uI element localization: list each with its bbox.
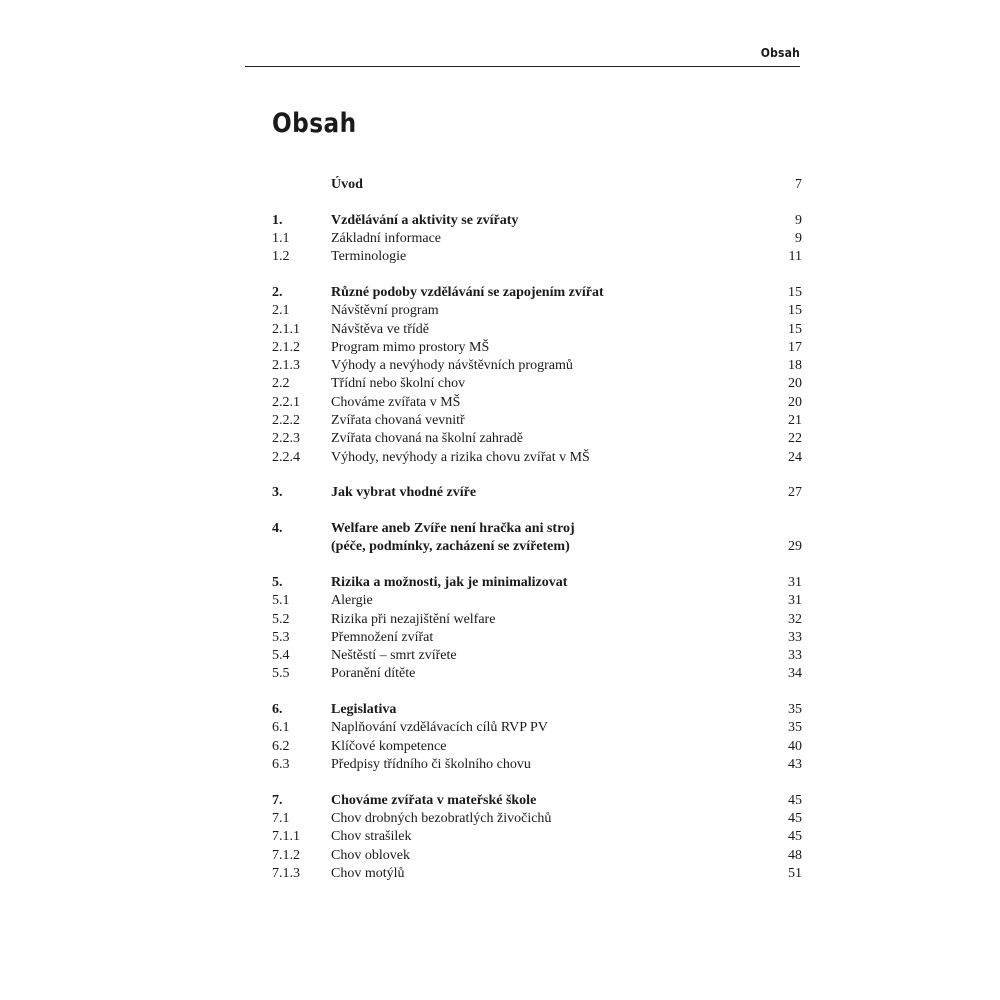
toc-entry-chapter-3 (272, 484, 802, 502)
toc-entry-number: 5. (272, 575, 283, 590)
toc-entry-page: 11 (788, 249, 802, 265)
toc-entry-title: Jak vybrat vhodné zvíře (331, 485, 477, 501)
toc-entry-number: 7.1 (272, 811, 290, 827)
toc-entry-page: 21 (788, 413, 802, 429)
toc-entry-title: Předpisy třídního či školního chovu (331, 757, 531, 773)
toc-entry (272, 611, 802, 629)
toc-entry-title: Návštěva ve třídě (331, 321, 429, 337)
toc-entry-number: 5.5 (272, 666, 290, 682)
page-title: Obsah (272, 108, 357, 139)
toc-entry (272, 629, 802, 647)
toc-entry-title: Poranění dítěte (331, 666, 416, 682)
toc-entry-number: 6.1 (272, 720, 290, 736)
toc-entry-title: Různé podoby vzdělávání se zapojením zvířat (331, 284, 604, 300)
toc-entry-chapter-4-continued (272, 538, 802, 556)
toc-entry-number: 2.1.3 (272, 358, 300, 374)
toc-entry (272, 847, 802, 865)
toc-entry-page: 15 (788, 303, 802, 319)
toc-entry-page: 40 (788, 738, 802, 754)
toc-entry (272, 828, 802, 846)
toc-entry-page: 34 (788, 666, 802, 682)
toc-entry (272, 647, 802, 665)
toc-entry-number: 4. (272, 521, 283, 537)
toc-entry-chapter-1 (272, 212, 802, 230)
toc-entry-number: 2.2.3 (272, 431, 300, 447)
toc-entry-title: Welfare aneb Zvíře není hračka ani stroj (331, 521, 575, 537)
toc-entry (272, 394, 802, 412)
running-header (245, 44, 800, 67)
toc-entry-page: 43 (788, 757, 802, 773)
toc-entry-title: Výhody a nevýhody návštěvních programů (331, 358, 573, 374)
toc-entry-title: Vzdělávání a aktivity se zvířaty (331, 212, 519, 228)
toc-entry-number: 2.2.4 (272, 449, 300, 465)
toc-entry-page: 51 (788, 865, 802, 881)
toc-entry-uvod (272, 176, 802, 194)
toc-entry-title: Zvířata chovaná vevnitř (331, 413, 465, 429)
toc-entry (272, 592, 802, 610)
toc-entry-page: 45 (788, 792, 802, 808)
toc-entry (272, 719, 802, 737)
toc-entry-number: 2.2.1 (272, 394, 300, 410)
toc-entry-title: Alergie (331, 593, 373, 609)
toc-entry-number: 1.2 (272, 249, 290, 265)
toc-entry (272, 375, 802, 393)
toc-entry-title: Chováme zvířata v MŠ (331, 394, 461, 410)
toc-entry-page: 33 (788, 648, 802, 664)
toc-entry-page: 33 (788, 629, 802, 645)
toc-entry-page: 48 (788, 847, 802, 863)
toc-entry (272, 412, 802, 430)
toc-entry-title: Základní informace (331, 230, 442, 246)
toc-entry-title: Chováme zvířata v mateřské škole (331, 792, 537, 808)
toc-entry-title: Klíčové kompetence (331, 738, 447, 754)
toc-entry-page: 20 (788, 394, 802, 410)
toc-entry-title: Třídní nebo školní chov (331, 376, 466, 392)
toc-entry-chapter-7 (272, 792, 802, 810)
toc-entry-number: 5.1 (272, 593, 290, 609)
toc-entry-number: 2. (272, 284, 283, 300)
toc-entry-title: (péče, podmínky, zacházení se zvířetem) (331, 539, 570, 555)
toc-entry-number: 1.1 (272, 230, 290, 246)
toc-entry-number: 7.1.1 (272, 829, 300, 845)
toc-entry-number: 2.1.2 (272, 339, 300, 355)
toc-entry-chapter-6 (272, 701, 802, 719)
toc-entry (272, 738, 802, 756)
toc-entry (272, 339, 802, 357)
toc-entry-title: Rizika a možnosti, jak je minimalizovat (331, 575, 568, 590)
toc-entry-page: 20 (788, 376, 802, 392)
toc-entry-page: 7 (795, 177, 802, 192)
toc-entry-title: Úvod (331, 177, 363, 192)
toc-entry-title: Chov motýlů (331, 865, 405, 881)
toc-entry-title: Rizika při nezajištění welfare (331, 611, 496, 627)
toc-entry-title: Neštěstí – smrt zvířete (331, 648, 457, 664)
toc-entry-number: 3. (272, 485, 283, 501)
toc-entry-page: 17 (788, 339, 802, 355)
running-header-title: Obsah (760, 46, 800, 60)
toc-entry-chapter-4 (272, 520, 802, 538)
toc-entry-number: 5.4 (272, 648, 290, 664)
toc-entry-number: 5.2 (272, 611, 290, 627)
toc-entry-page: 22 (788, 431, 802, 447)
toc-entry-number: 5.3 (272, 629, 290, 645)
toc-entry-page: 9 (795, 230, 802, 246)
toc-entry-number: 1. (272, 212, 283, 228)
toc-entry-page: 18 (788, 358, 802, 374)
table-of-contents (272, 176, 802, 883)
toc-entry-title: Návštěvní program (331, 303, 439, 319)
toc-entry-page: 35 (788, 702, 802, 718)
toc-entry (272, 302, 802, 320)
toc-entry-title: Program mimo prostory MŠ (331, 339, 490, 355)
toc-entry-page: 27 (788, 485, 802, 501)
toc-entry-title: Legislativa (331, 702, 397, 718)
toc-entry-title: Výhody, nevýhody a rizika chovu zvířat v MŠ (331, 449, 590, 465)
toc-entry-title: Terminologie (331, 249, 407, 265)
toc-entry (272, 665, 802, 683)
toc-entry-number: 6.2 (272, 738, 290, 754)
toc-entry-title: Chov strašilek (331, 829, 412, 845)
toc-entry-title: Naplňování vzdělávacích cílů RVP PV (331, 720, 548, 736)
toc-entry-page: 31 (788, 575, 802, 590)
toc-entry (272, 756, 802, 774)
toc-entry-page: 9 (795, 212, 802, 228)
toc-entry (272, 357, 802, 375)
toc-entry-number: 7.1.3 (272, 865, 300, 881)
toc-entry-page: 45 (788, 829, 802, 845)
toc-entry-chapter-2 (272, 284, 802, 302)
toc-entry-number: 7.1.2 (272, 847, 300, 863)
toc-entry (272, 865, 802, 883)
toc-entry-page: 45 (788, 811, 802, 827)
toc-entry-page: 15 (788, 284, 802, 300)
toc-entry (272, 321, 802, 339)
toc-entry-number: 2.1.1 (272, 321, 300, 337)
toc-entry-number: 2.1 (272, 303, 290, 319)
toc-entry-number: 2.2.2 (272, 413, 300, 429)
toc-entry-page: 35 (788, 720, 802, 736)
toc-entry-title: Zvířata chovaná na školní zahradě (331, 431, 524, 447)
toc-entry-number: 6. (272, 702, 283, 718)
toc-entry-page: 32 (788, 611, 802, 627)
toc-entry-page: 29 (788, 539, 802, 555)
toc-entry-chapter-5 (272, 574, 802, 592)
toc-entry-title: Chov oblovek (331, 847, 410, 863)
toc-entry (272, 430, 802, 448)
toc-entry-title: Přemnožení zvířat (331, 629, 434, 645)
toc-entry (272, 449, 802, 467)
toc-entry (272, 230, 802, 248)
toc-entry-title: Chov drobných bezobratlých živočichů (331, 811, 552, 827)
toc-entry-page: 15 (788, 321, 802, 337)
toc-entry-page: 24 (788, 449, 802, 465)
toc-entry-number: 2.2 (272, 376, 290, 392)
toc-entry (272, 810, 802, 828)
toc-entry-number: 7. (272, 792, 283, 808)
toc-entry-page: 31 (788, 593, 802, 609)
toc-entry (272, 248, 802, 266)
toc-entry-number: 6.3 (272, 757, 290, 773)
